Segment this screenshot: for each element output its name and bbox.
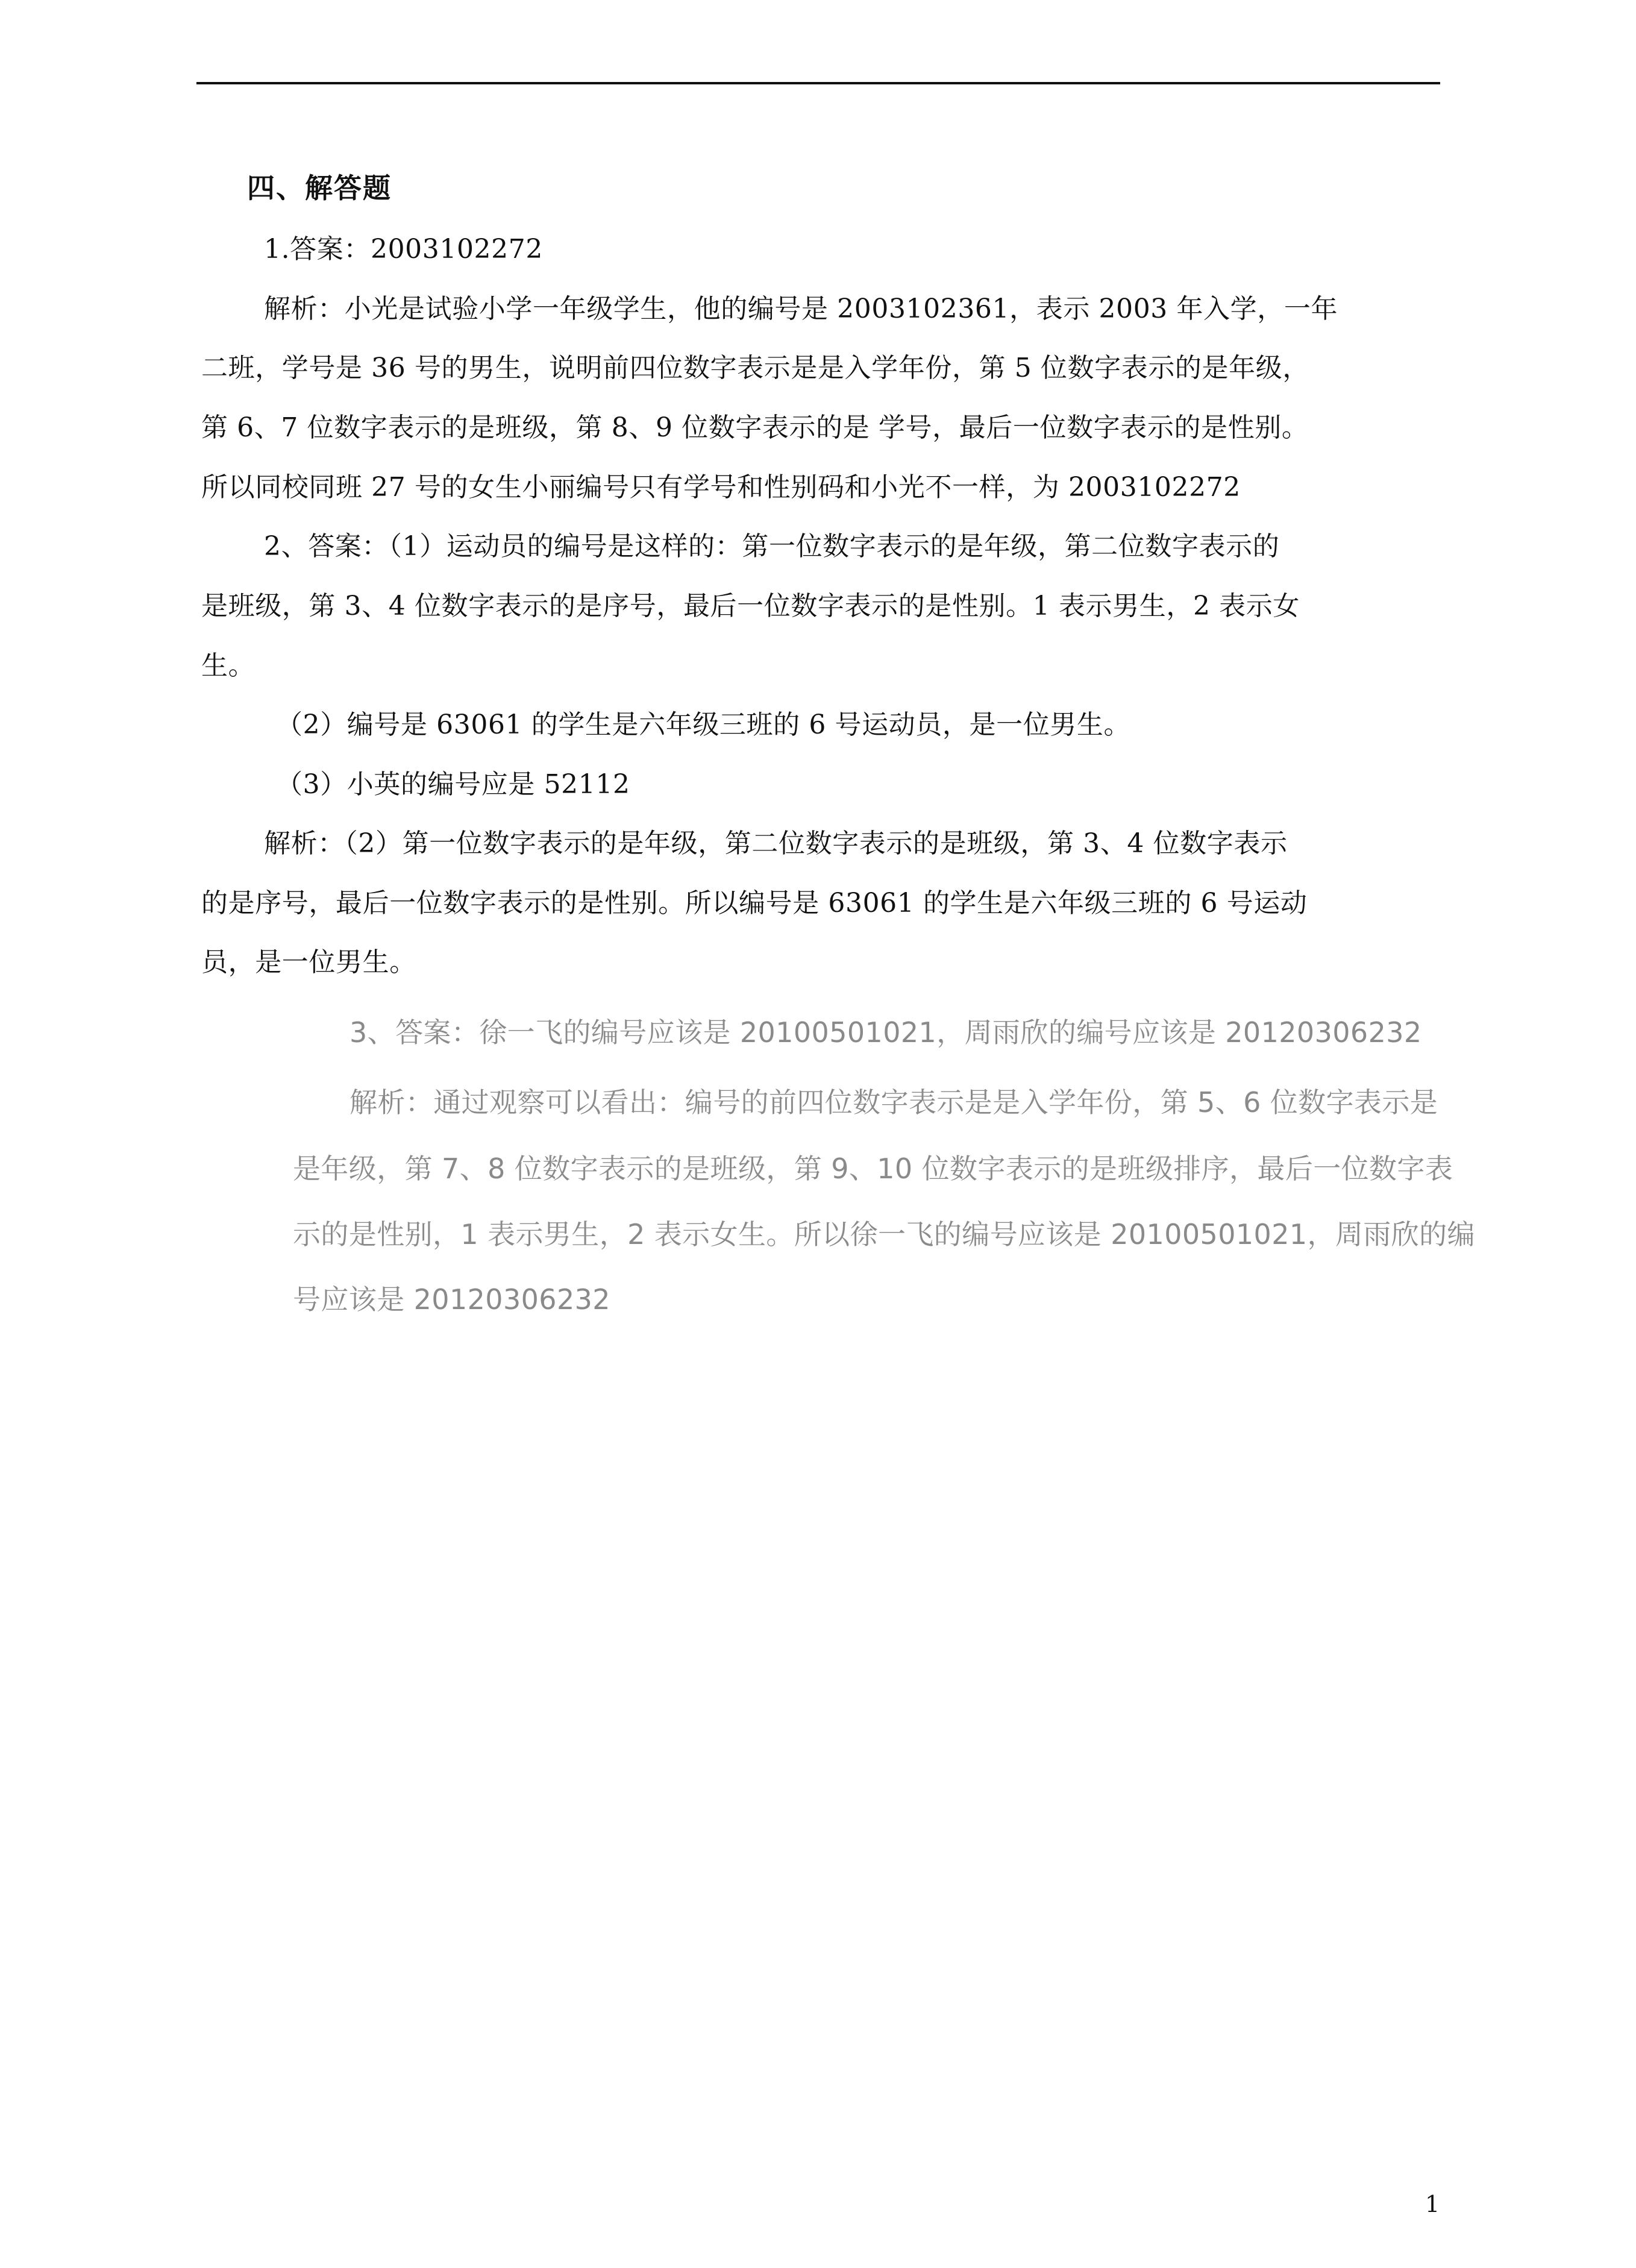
q3-analysis-line-4: 号应该是 20120306232: [293, 1283, 610, 1316]
q3-analysis-line-1: 解析：通过观察可以看出：编号的前四位数字表示是是入学年份，第 5、6 位数字表示是: [349, 1086, 1438, 1119]
section-heading: 四、解答题: [247, 172, 392, 204]
q1-analysis-line-3: 第 6、7 位数字表示的是班级，第 8、9 位数字表示的是 学号，最后一位数字表示的是性别。: [201, 412, 1309, 443]
q2-answer-line-1: 2、答案：（1）运动员的编号是这样的：第一位数字表示的是年级，第二位数字表示的: [264, 531, 1280, 562]
q2-analysis-line-1: 解析：（2）第一位数字表示的是年级，第二位数字表示的是班级，第 3、4 位数字表示: [264, 828, 1288, 859]
q3-analysis-line-2: 是年级，第 7、8 位数字表示的是班级，第 9、10 位数字表示的是班级排序，最后一位数字表: [293, 1152, 1453, 1185]
q3-answer: 3、答案：徐一飞的编号应该是 20100501021，周雨欣的编号应该是 20120306232: [349, 1016, 1422, 1049]
header-rule: [196, 82, 1440, 84]
q1-answer: 1.答案：2003102272: [264, 234, 543, 265]
q1-analysis-line-2: 二班，学号是 36 号的男生，说明前四位数字表示是是入学年份，第 5 位数字表示的是年级，: [201, 353, 1309, 383]
q2-part-2: （2）编号是 63061 的学生是六年级三班的 6 号运动员，是一位男生。: [276, 709, 1131, 740]
q1-analysis-line-1: 解析：小光是试验小学一年级学生，他的编号是 2003102361，表示 2003 年入学，一年: [264, 294, 1338, 324]
q2-answer-line-3: 生。: [201, 650, 255, 681]
q2-answer-line-2: 是班级，第 3、4 位数字表示的是序号，最后一位数字表示的是性别。1 表示男生，2 表示女: [201, 591, 1300, 621]
page-number: 1: [1425, 2191, 1440, 2217]
q2-part-3: （3）小英的编号应是 52112: [276, 769, 630, 800]
q2-analysis-line-2: 的是序号，最后一位数字表示的是性别。所以编号是 63061 的学生是六年级三班的 6 号运动: [201, 888, 1308, 919]
q1-analysis-line-4: 所以同校同班 27 号的女生小丽编号只有学号和性别码和小光不一样，为 2003102272: [201, 472, 1241, 503]
q2-analysis-line-3: 员，是一位男生。: [201, 947, 416, 978]
q3-analysis-line-3: 示的是性别，1 表示男生，2 表示女生。所以徐一飞的编号应该是 20100501021，周雨欣的编: [293, 1218, 1475, 1251]
